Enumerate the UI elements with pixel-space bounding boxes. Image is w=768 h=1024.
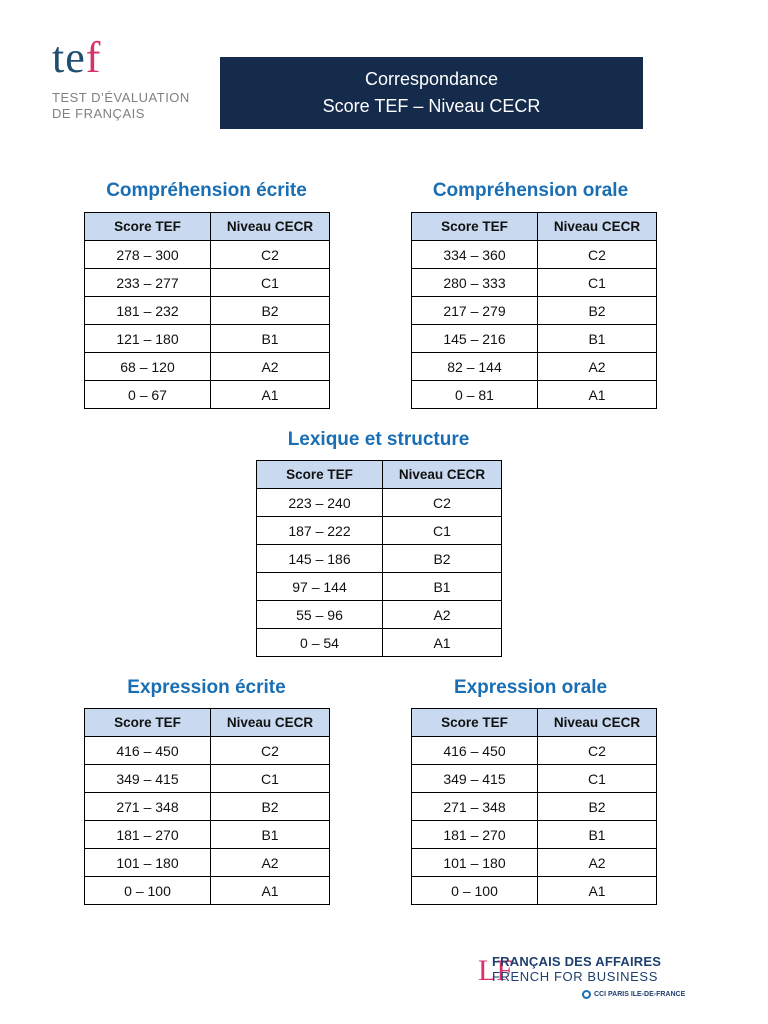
header-score-tef: Score TEF bbox=[412, 709, 538, 737]
header-score-tef: Score TEF bbox=[85, 709, 211, 737]
score-range-cell: 0 – 54 bbox=[257, 629, 383, 657]
table-row bbox=[85, 297, 330, 325]
logo-te: te bbox=[52, 33, 86, 82]
cecr-level-cell: A2 bbox=[211, 849, 330, 877]
cecr-level-cell: A2 bbox=[211, 353, 330, 381]
table-row bbox=[85, 353, 330, 381]
cecr-level-cell: C2 bbox=[538, 241, 657, 269]
logo-f: f bbox=[85, 33, 102, 82]
score-range-cell: 271 – 348 bbox=[412, 793, 538, 821]
cecr-level-cell: C1 bbox=[538, 765, 657, 793]
table-row bbox=[412, 353, 657, 381]
logo-sub-line2: DE FRANÇAIS bbox=[52, 106, 145, 121]
score-range-cell: 271 – 348 bbox=[85, 793, 211, 821]
table-row bbox=[412, 849, 657, 877]
score-range-cell: 121 – 180 bbox=[85, 325, 211, 353]
cecr-level-cell: B2 bbox=[383, 545, 502, 573]
cecr-level-cell: B1 bbox=[383, 573, 502, 601]
score-range-cell: 0 – 100 bbox=[412, 877, 538, 905]
score-range-cell: 217 – 279 bbox=[412, 297, 538, 325]
table-row bbox=[412, 877, 657, 905]
table-row bbox=[85, 849, 330, 877]
cci-logo bbox=[582, 990, 685, 999]
score-range-cell: 334 – 360 bbox=[412, 241, 538, 269]
header-score-tef: Score TEF bbox=[85, 213, 211, 241]
section-title-comprehension-ecrite: Compréhension écrite bbox=[106, 180, 307, 201]
logo-sub-line1: TEST D’ÉVALUATION bbox=[52, 90, 190, 105]
table-comprehension-orale bbox=[411, 212, 657, 409]
table-row bbox=[85, 381, 330, 409]
cci-icon bbox=[582, 990, 591, 999]
table-row bbox=[412, 297, 657, 325]
table-row bbox=[257, 517, 502, 545]
section-title-expression-ecrite: Expression écrite bbox=[127, 677, 286, 698]
table-row bbox=[412, 737, 657, 765]
section-title-lexique-structure: Lexique et structure bbox=[287, 429, 470, 450]
table-row bbox=[412, 381, 657, 409]
cecr-level-cell: A1 bbox=[538, 877, 657, 905]
logo-subtitle bbox=[52, 90, 222, 122]
table-row bbox=[412, 325, 657, 353]
header-niveau-cecr: Niveau CECR bbox=[538, 213, 657, 241]
table-header-row bbox=[412, 213, 657, 241]
score-range-cell: 68 – 120 bbox=[85, 353, 211, 381]
cecr-level-cell: C2 bbox=[538, 737, 657, 765]
cecr-level-cell: A2 bbox=[538, 849, 657, 877]
table-row bbox=[412, 241, 657, 269]
score-range-cell: 0 – 100 bbox=[85, 877, 211, 905]
tef-logo-word bbox=[52, 33, 222, 82]
table-lexique-structure bbox=[256, 460, 502, 657]
table-row bbox=[85, 241, 330, 269]
table-row bbox=[412, 765, 657, 793]
score-range-cell: 181 – 232 bbox=[85, 297, 211, 325]
page-title-line1: Correspondance bbox=[364, 69, 499, 89]
score-range-cell: 97 – 144 bbox=[257, 573, 383, 601]
table-header-row bbox=[412, 709, 657, 737]
table-comprehension-ecrite bbox=[84, 212, 330, 409]
header-niveau-cecr: Niveau CECR bbox=[211, 213, 330, 241]
score-range-cell: 145 – 216 bbox=[412, 325, 538, 353]
cecr-level-cell: A2 bbox=[383, 601, 502, 629]
page-title-line2: Score TEF – Niveau CECR bbox=[322, 96, 541, 116]
score-range-cell: 278 – 300 bbox=[85, 241, 211, 269]
table-row bbox=[412, 269, 657, 297]
table-row bbox=[85, 765, 330, 793]
footer-line1: FRANÇAIS DES AFFAIRES bbox=[492, 954, 662, 969]
page-title-banner bbox=[220, 57, 643, 129]
cecr-level-cell: B2 bbox=[211, 297, 330, 325]
score-range-cell: 0 – 67 bbox=[85, 381, 211, 409]
table-row bbox=[85, 269, 330, 297]
table-header-row bbox=[257, 461, 502, 489]
score-range-cell: 233 – 277 bbox=[85, 269, 211, 297]
table-row bbox=[85, 821, 330, 849]
score-range-cell: 223 – 240 bbox=[257, 489, 383, 517]
cecr-level-cell: C1 bbox=[383, 517, 502, 545]
cecr-level-cell: C1 bbox=[538, 269, 657, 297]
table-header-row bbox=[85, 709, 330, 737]
table-row bbox=[85, 877, 330, 905]
cecr-level-cell: B2 bbox=[211, 793, 330, 821]
cecr-level-cell: C2 bbox=[211, 737, 330, 765]
cecr-level-cell: B1 bbox=[538, 821, 657, 849]
cecr-level-cell: B2 bbox=[538, 297, 657, 325]
score-range-cell: 0 – 81 bbox=[412, 381, 538, 409]
score-range-cell: 55 – 96 bbox=[257, 601, 383, 629]
score-range-cell: 416 – 450 bbox=[412, 737, 538, 765]
score-range-cell: 181 – 270 bbox=[85, 821, 211, 849]
table-expression-ecrite bbox=[84, 708, 330, 905]
cecr-level-cell: C2 bbox=[383, 489, 502, 517]
score-range-cell: 187 – 222 bbox=[257, 517, 383, 545]
score-range-cell: 349 – 415 bbox=[85, 765, 211, 793]
header-niveau-cecr: Niveau CECR bbox=[211, 709, 330, 737]
score-range-cell: 416 – 450 bbox=[85, 737, 211, 765]
footer-line2: FRENCH FOR BUSINESS bbox=[492, 969, 658, 984]
table-row bbox=[412, 793, 657, 821]
cci-label: CCI PARIS ILE-DE-FRANCE bbox=[594, 991, 686, 998]
cecr-level-cell: B1 bbox=[211, 325, 330, 353]
cecr-level-cell: A1 bbox=[383, 629, 502, 657]
cecr-level-cell: C2 bbox=[211, 241, 330, 269]
table-row bbox=[257, 629, 502, 657]
table-row bbox=[85, 737, 330, 765]
score-range-cell: 280 – 333 bbox=[412, 269, 538, 297]
section-title-comprehension-orale: Compréhension orale bbox=[432, 180, 629, 201]
cecr-level-cell: C1 bbox=[211, 269, 330, 297]
cecr-level-cell: A1 bbox=[211, 381, 330, 409]
cecr-level-cell: A2 bbox=[538, 353, 657, 381]
table-row bbox=[257, 601, 502, 629]
cecr-level-cell: A1 bbox=[211, 877, 330, 905]
cecr-level-cell: A1 bbox=[538, 381, 657, 409]
header-niveau-cecr: Niveau CECR bbox=[383, 461, 502, 489]
cecr-level-cell: B1 bbox=[538, 325, 657, 353]
score-range-cell: 101 – 180 bbox=[85, 849, 211, 877]
header-niveau-cecr: Niveau CECR bbox=[538, 709, 657, 737]
table-row bbox=[257, 489, 502, 517]
score-range-cell: 181 – 270 bbox=[412, 821, 538, 849]
table-row bbox=[412, 821, 657, 849]
score-range-cell: 82 – 144 bbox=[412, 353, 538, 381]
table-expression-orale bbox=[411, 708, 657, 905]
table-row bbox=[257, 573, 502, 601]
tef-logo bbox=[52, 33, 222, 122]
table-row bbox=[257, 545, 502, 573]
table-header-row bbox=[85, 213, 330, 241]
cecr-level-cell: B2 bbox=[538, 793, 657, 821]
table-row bbox=[85, 325, 330, 353]
header-score-tef: Score TEF bbox=[412, 213, 538, 241]
score-range-cell: 145 – 186 bbox=[257, 545, 383, 573]
lf-logo-mark: LF bbox=[478, 954, 514, 987]
score-range-cell: 349 – 415 bbox=[412, 765, 538, 793]
cecr-level-cell: C1 bbox=[211, 765, 330, 793]
score-range-cell: 101 – 180 bbox=[412, 849, 538, 877]
header-score-tef: Score TEF bbox=[257, 461, 383, 489]
table-row bbox=[85, 793, 330, 821]
cecr-level-cell: B1 bbox=[211, 821, 330, 849]
section-title-expression-orale: Expression orale bbox=[453, 677, 608, 698]
